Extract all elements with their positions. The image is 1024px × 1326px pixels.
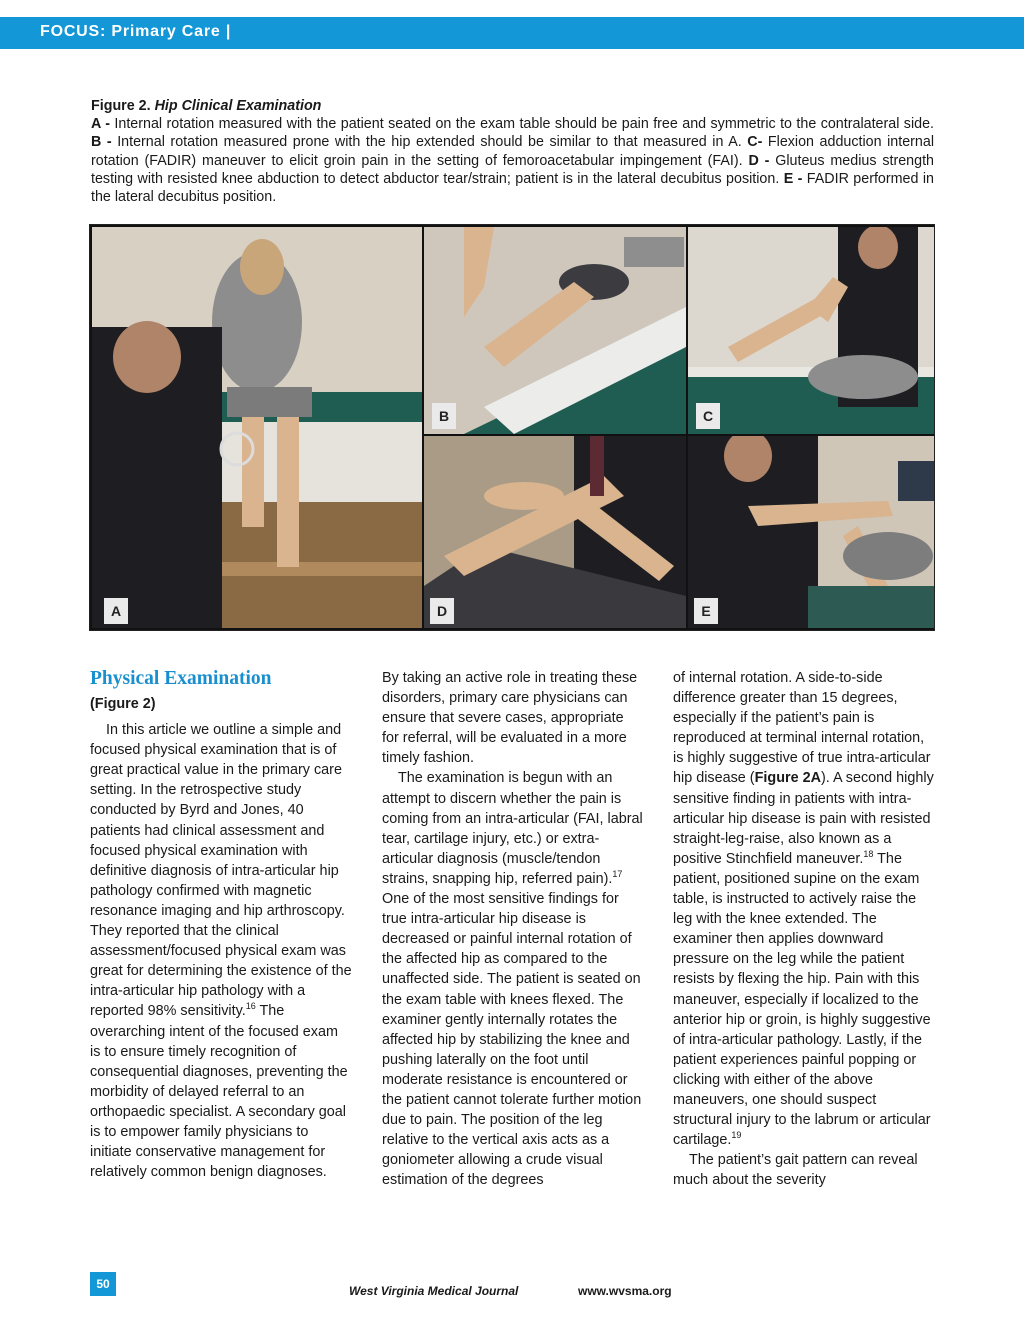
figure-title: Hip Clinical Examination <box>154 98 322 114</box>
ref-19: 19 <box>731 1130 742 1141</box>
panel-label-b: B <box>432 403 456 429</box>
photo-panel-b <box>424 227 686 434</box>
journal-name: West Virginia Medical Journal <box>349 1284 519 1298</box>
figure-reference: Figure 2A <box>754 770 821 787</box>
figure-photo-grid <box>89 224 935 631</box>
section-heading: Physical Examination <box>90 668 272 689</box>
figure-label: Figure 2. <box>91 98 151 114</box>
column-1 <box>90 668 352 1182</box>
photo-c-illustration <box>688 227 934 434</box>
caption-a-label: A - <box>91 116 110 133</box>
caption-d-label: D - <box>748 152 770 169</box>
ref-16: 16 <box>245 1001 256 1012</box>
panel-label-c: C <box>696 403 720 429</box>
photo-panel-a <box>92 227 422 628</box>
photo-panel-e <box>688 436 934 628</box>
photo-panel-c <box>688 227 934 434</box>
photo-a-illustration <box>92 227 422 628</box>
col1-paragraph: In this article we outline a simple and focused physical examination that is of great practical value in the primary care setting. In the retrospective study conducted by Byrd and Jones, 40 patients had clinical assessment and focused physical examination with definitive diagnosis of intra-articular hip pathology confirmed with magnetic resonance imaging and hip arthroscopy. They reported that the clinical assessment/focused physical exam was great for determining the existence of the intra-articular hip pathology with a reported 98% sensitivity.$^{16}$ The overarching intent of the focused exam is to ensure timely recognition of consequential diagnoses, preventing the morbidity of delayed referral to an orthopaedic specialist. A secondary goal is to empower family physicians to initiate conservative management for relatively common benign diagnoses. <box>90 722 352 1181</box>
photo-e-illustration <box>688 436 934 628</box>
header-bar <box>0 17 1024 49</box>
column-2 <box>382 668 644 1190</box>
figure-caption <box>91 97 934 206</box>
col2-paragraph-2: The examination is begun with an attempt to discern whether the pain is coming from an intra-articular (FAI, labral tear, cartilage injury, etc.) or extra-articular diagnosis (muscle/tendon strains, snapping hip, referred pain).$^{17}$ One of the most sensitive findings for true intra-articular hip disease is decreased or painful internal rotation of the affected hip as compared to the unaffected side. The patient is seated on the exam table with knees flexed. The examiner gently internally rotates the affected hip by stabilizing the knee and pushing laterally on the foot until moderate resistance is encountered or the patient cannot tolerate further motion due to pain. The position of the leg relative to the vertical axis acts as a goniometer allowing a crude visual estimation of the degrees <box>382 770 643 1189</box>
caption-c-text: Flexion adduction internal rotation (FADIR) maneuver to elicit groin pain in the setting of femoroacetabular impingement (FAI). <box>91 134 934 169</box>
panel-label-e: E <box>694 598 718 624</box>
photo-d-illustration <box>424 436 686 628</box>
photo-b-illustration <box>424 227 686 434</box>
panel-label-d: D <box>430 598 454 624</box>
caption-c-label: C- <box>747 134 763 151</box>
page-number: 50 <box>90 1272 116 1296</box>
col2-paragraph-1: By taking an active role in treating these disorders, primary care physicians can ensure that severe cases, appropriate for referral, will be evaluated in a more timely fashion. <box>382 670 638 767</box>
col3-paragraph-2: The patient’s gait pattern can reveal much about the severity <box>673 1152 918 1189</box>
caption-e-label: E - <box>783 170 803 187</box>
section-subheading: (Figure 2) <box>90 696 156 712</box>
caption-b-label: B - <box>91 134 112 151</box>
caption-e-text: FADIR performed in the lateral decubitus position. <box>91 170 934 206</box>
section-title: FOCUS: Primary Care | <box>40 23 232 40</box>
caption-a-text: Internal rotation measured with the patient seated on the exam table should be pain free and symmetric to the contralateral side. <box>109 116 934 133</box>
website-url: www.wvsma.org <box>578 1284 672 1298</box>
ref-18: 18 <box>863 849 874 860</box>
ref-17: 17 <box>612 869 623 880</box>
panel-label-a: A <box>104 598 128 624</box>
caption-b-text: Internal rotation measured prone with the hip extended should be similar to that measured in A. <box>111 134 748 151</box>
caption-d-text: Gluteus medius strength testing with resisted knee abduction to detect abductor tear/strain; patient is in the lateral decubitus position. <box>91 152 934 187</box>
column-3 <box>673 668 935 1190</box>
col3-paragraph-1: of internal rotation. A side-to-side difference greater than 15 degrees, especially if the patient’s pain is reproduced at terminal internal rotation, is highly suggestive of true intra-articular hip disease (Figure 2A). A second highly sensitive finding in patients with intra-articular hip disease is pain with resisted straight-leg-raise, also known as a positive Stinchfield maneuver.$^{18}$ The patient, positioned supine on the exam table, is instructed to actively raise the leg with the knee extended. The examiner then applies downward pressure on the leg while the patient resists by flexing the hip. Pain with this maneuver, especially if localized to the anterior hip or groin, is highly suggestive of intra-articular pathology. Lastly, if the patient experiences painful popping or clicking with either of the above maneuvers, one should suspect structural injury to the labrum or articular cartilage.$^{19}$ <box>673 670 934 1149</box>
photo-panel-d <box>424 436 686 628</box>
